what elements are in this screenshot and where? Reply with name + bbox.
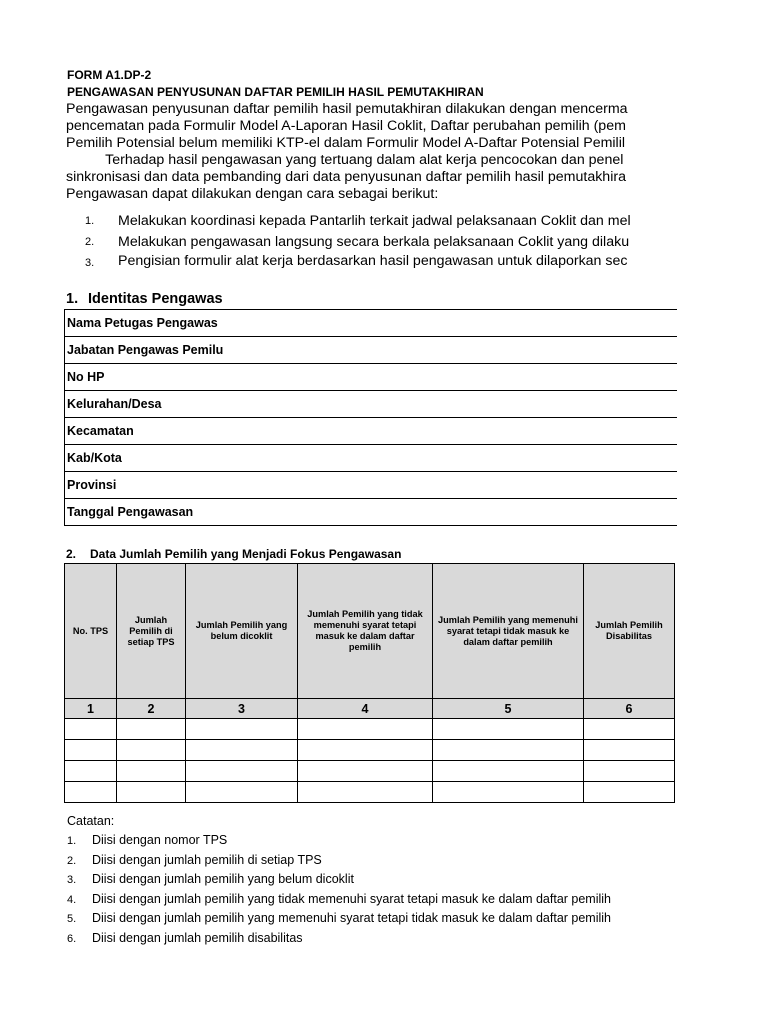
note-number: 3. bbox=[67, 874, 77, 887]
list-item bbox=[67, 911, 612, 931]
section-1-title bbox=[66, 291, 223, 307]
identity-table bbox=[64, 309, 677, 526]
note-text: Diisi dengan jumlah pemilih yang belum dicoklit bbox=[92, 872, 354, 887]
table-cell[interactable] bbox=[117, 782, 186, 803]
steps-list bbox=[66, 212, 675, 275]
identity-field-provinsi[interactable]: Provinsi bbox=[65, 472, 678, 499]
section-1-number: 1. bbox=[66, 291, 79, 307]
column-number: 1 bbox=[65, 699, 117, 719]
table-cell[interactable] bbox=[65, 719, 117, 740]
column-header-disabilitas: Jumlah Pemilih Disabilitas bbox=[584, 564, 675, 699]
column-header-belum-dicoklit: Jumlah Pemilih yang belum dicoklit bbox=[186, 564, 298, 699]
form-code: FORM A1.DP-2 bbox=[67, 68, 152, 82]
list-item bbox=[67, 852, 322, 873]
table-row bbox=[65, 719, 675, 740]
note-text: Diisi dengan jumlah pemilih yang tidak memenuhi syarat tetapi masuk ke dalam daftar pemilih bbox=[92, 891, 612, 906]
list-item bbox=[66, 212, 675, 233]
step-number: 3. bbox=[85, 257, 95, 269]
intro-line: sinkronisasi dan data pembanding dari data penyusunan daftar pemilih hasil pemutakhira bbox=[66, 169, 626, 185]
table-cell[interactable] bbox=[584, 740, 675, 761]
step-text: Melakukan pengawasan langsung secara berkala pelaksanaan Coklit yang dilaku bbox=[118, 234, 630, 250]
table-cell[interactable] bbox=[298, 719, 433, 740]
note-text: Diisi dengan jumlah pemilih yang memenuhi syarat tetapi tidak masuk ke dalam daftar pemilih bbox=[92, 911, 612, 926]
column-number: 5 bbox=[433, 699, 584, 719]
step-text: Pengisian formulir alat kerja berdasarkan hasil pengawasan untuk dilaporkan sec bbox=[118, 253, 628, 269]
list-item bbox=[67, 930, 303, 951]
column-number: 3 bbox=[186, 699, 298, 719]
column-number-row bbox=[65, 699, 675, 719]
column-header-tms-masuk: Jumlah Pemilih yang tidak memenuhi syarat tetapi masuk ke dalam daftar pemilih bbox=[298, 564, 433, 699]
note-number: 6. bbox=[67, 932, 77, 945]
table-cell[interactable] bbox=[298, 782, 433, 803]
intro-line: Pengawasan penyusunan daftar pemilih hasil pemutakhiran dilakukan dengan mencerma bbox=[66, 101, 628, 117]
voter-data-table bbox=[64, 563, 675, 803]
section-1-label: Identitas Pengawas bbox=[88, 291, 223, 307]
table-cell[interactable] bbox=[298, 761, 433, 782]
table-cell[interactable] bbox=[584, 782, 675, 803]
notes-section bbox=[67, 814, 612, 951]
intro-paragraph bbox=[66, 101, 675, 203]
list-item bbox=[66, 254, 675, 275]
table-cell[interactable] bbox=[117, 761, 186, 782]
intro-line: pencematan pada Formulir Model A-Laporan Hasil Coklit, Daftar perubahan pemilih (pem bbox=[66, 118, 626, 134]
intro-line: Terhadap hasil pengawasan yang tertuang dalam alat kerja pencocokan dan penel bbox=[66, 152, 624, 168]
table-cell[interactable] bbox=[584, 719, 675, 740]
step-number: 1. bbox=[85, 215, 95, 227]
list-item bbox=[67, 833, 228, 853]
table-cell[interactable] bbox=[298, 740, 433, 761]
list-item bbox=[67, 891, 612, 912]
column-number: 2 bbox=[117, 699, 186, 719]
section-2-label: Data Jumlah Pemilih yang Menjadi Fokus Pengawasan bbox=[90, 547, 402, 561]
identity-field-tanggal[interactable]: Tanggal Pengawasan bbox=[65, 499, 678, 526]
table-cell[interactable] bbox=[433, 740, 584, 761]
identity-field-no-hp[interactable]: No HP bbox=[65, 364, 678, 391]
section-2-number: 2. bbox=[66, 547, 77, 561]
column-header-ms-tidak-masuk: Jumlah Pemilih yang memenuhi syarat tetapi tidak masuk ke dalam daftar pemilih bbox=[433, 564, 584, 699]
note-text: Diisi dengan jumlah pemilih disabilitas bbox=[92, 930, 303, 945]
note-number: 5. bbox=[67, 913, 77, 926]
section-2-title bbox=[66, 547, 401, 561]
note-text: Diisi dengan jumlah pemilih di setiap TPS bbox=[92, 852, 322, 867]
note-number: 2. bbox=[67, 854, 77, 867]
table-row bbox=[65, 782, 675, 803]
table-cell[interactable] bbox=[433, 761, 584, 782]
column-header-no-tps: No. TPS bbox=[65, 564, 117, 699]
column-number: 4 bbox=[298, 699, 433, 719]
step-text: Melakukan koordinasi kepada Pantarlih terkait jadwal pelaksanaan Coklit dan mel bbox=[118, 213, 631, 229]
column-header-jumlah-pemilih: Jumlah Pemilih di setiap TPS bbox=[117, 564, 186, 699]
intro-line: Pengawasan dapat dilakukan dengan cara sebagai berikut: bbox=[66, 186, 439, 202]
table-row bbox=[65, 740, 675, 761]
identity-field-kabkota[interactable]: Kab/Kota bbox=[65, 445, 678, 472]
table-cell[interactable] bbox=[186, 719, 298, 740]
identity-field-nama[interactable]: Nama Petugas Pengawas bbox=[65, 310, 678, 337]
table-cell[interactable] bbox=[186, 761, 298, 782]
table-cell[interactable] bbox=[186, 782, 298, 803]
note-text: Diisi dengan nomor TPS bbox=[92, 833, 228, 847]
list-item bbox=[67, 872, 354, 892]
intro-line: Pemilih Potensial belum memiliki KTP-el dalam Formulir Model A-Daftar Potensial Pemilil bbox=[66, 135, 626, 151]
table-cell[interactable] bbox=[433, 782, 584, 803]
table-cell[interactable] bbox=[65, 782, 117, 803]
table-header-row bbox=[65, 564, 675, 699]
table-cell[interactable] bbox=[117, 740, 186, 761]
note-number: 4. bbox=[67, 893, 77, 906]
table-cell[interactable] bbox=[584, 761, 675, 782]
table-cell[interactable] bbox=[117, 719, 186, 740]
notes-heading: Catatan: bbox=[67, 814, 115, 828]
form-title: PENGAWASAN PENYUSUNAN DAFTAR PEMILIH HASIL PEMUTAKHIRAN bbox=[67, 85, 484, 99]
table-cell[interactable] bbox=[65, 740, 117, 761]
list-item bbox=[66, 233, 675, 254]
identity-field-kecamatan[interactable]: Kecamatan bbox=[65, 418, 678, 445]
identity-field-jabatan[interactable]: Jabatan Pengawas Pemilu bbox=[65, 337, 678, 364]
step-number: 2. bbox=[85, 236, 95, 248]
table-cell[interactable] bbox=[433, 719, 584, 740]
table-cell[interactable] bbox=[65, 761, 117, 782]
table-row bbox=[65, 761, 675, 782]
column-number: 6 bbox=[584, 699, 675, 719]
identity-field-kelurahan[interactable]: Kelurahan/Desa bbox=[65, 391, 678, 418]
note-number: 1. bbox=[67, 835, 77, 847]
table-cell[interactable] bbox=[186, 740, 298, 761]
